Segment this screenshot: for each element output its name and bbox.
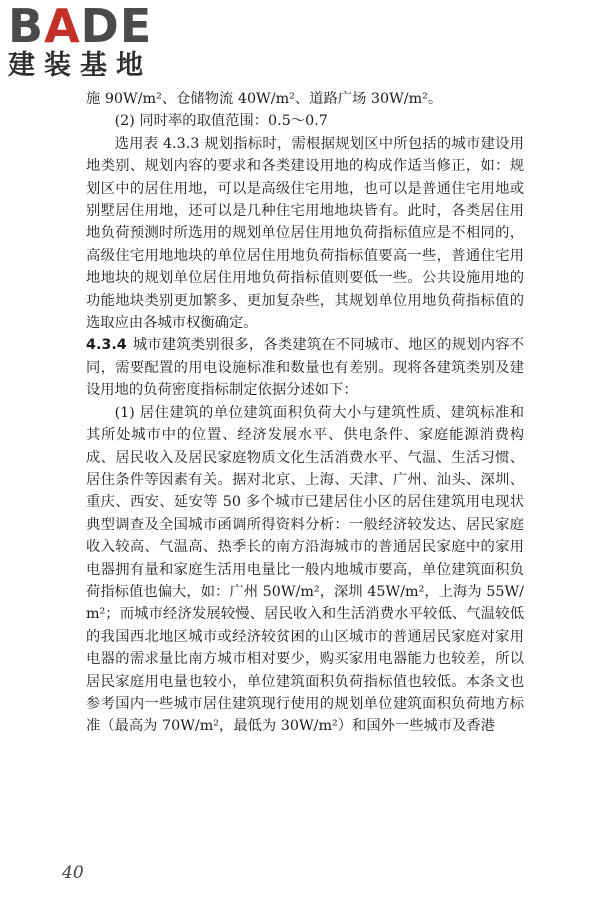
paragraph-residential-load: (1) 居住建筑的单位建筑面积负荷大小与建筑性质、建筑标准和其所处城市中的位置、经济发展水平、供电条件、家庭能源消费构成、居民收入及居民家庭物质文化生活消费水平、气温、生活习惯、居住条件等因素有关。据对北京、上海、天津、广州、汕头、深圳、重庆、西安、延安等 50 多个城市已建居住小区的居住建筑用电现状典型调查及全国城市函调所得资料分析：一般经济较发达、居民家庭收入较高、气温高、热季长的南方沿海城市的普通居民家庭中的家用电器拥有量和家庭生活用电量比一般内地城市要高，单位建筑面积负荷指标值也偏大，如：广州 50W/m²，深圳 45W/m²，上海为 55W/m²；而城市经济发展较慢、居民收入和生活消费水平较低、气温较低的我国西北地区城市或经济较贫困的山区城市的普通居民家庭对家用电器的需求量比南方城市相对要少，购买家用电器能力也较差，所以居民家庭用电量也较小，单位建筑面积负荷指标值也较低。本条文也参考国内一些城市居住建筑现行使用的规划单位建筑面积负荷地方标准（最高为 70W/m²，最低为 30W/m²）和国外一些城市及香港 [86, 404, 524, 735]
paragraph-section-4-3-4 [86, 334, 524, 401]
paragraph-simultaneity-range: (2) 同时率的取值范围：0.5～0.7 [114, 113, 328, 130]
logo-accent-letter: A [44, 0, 81, 53]
paragraph-continuation: 施 90W/m²、仓储物流 40W/m²、道路广场 30W/m²。 [86, 91, 443, 107]
page-number: 40 [62, 863, 84, 883]
page-body [86, 88, 524, 738]
logo-wordmark: BADE [8, 0, 153, 53]
section-text: 城市建筑类别很多，各类建筑在不同城市、地区的规划内容不同，需要配置的用电设施标准和数量也有差别。现将各建筑类别及建设用地的负荷密度指标制定依据分述如下： [86, 337, 524, 399]
section-number: 4.3.4 [86, 337, 127, 354]
logo-subtitle: 建装基地 [8, 50, 152, 81]
brand-logo [8, 2, 183, 86]
paragraph-table-selection: 选用表 4.3.3 规划指标时，需根据规划区中所包括的城市建设用地类别、规划内容的要求和各类建设用地的构成作适当修正，如：规划区中的居住用地，可以是高级住宅用地，也可以是普通住宅用地或别墅居住用地，还可以是几种住宅用地地块皆有。此时，各类居住用地负荷预测时所选用的规划单位居住用地负荷指标值应是不相同的，高级住宅用地地块的单位居住用地负荷指标值要高一些，普通住宅用地地块的规划单位居住用地负荷指标值则要低一些。公共设施用地的功能地块类别更加繁多、更加复杂些，其规划单位用地负荷指标值的选取应由各城市权衡确定。 [86, 135, 524, 332]
